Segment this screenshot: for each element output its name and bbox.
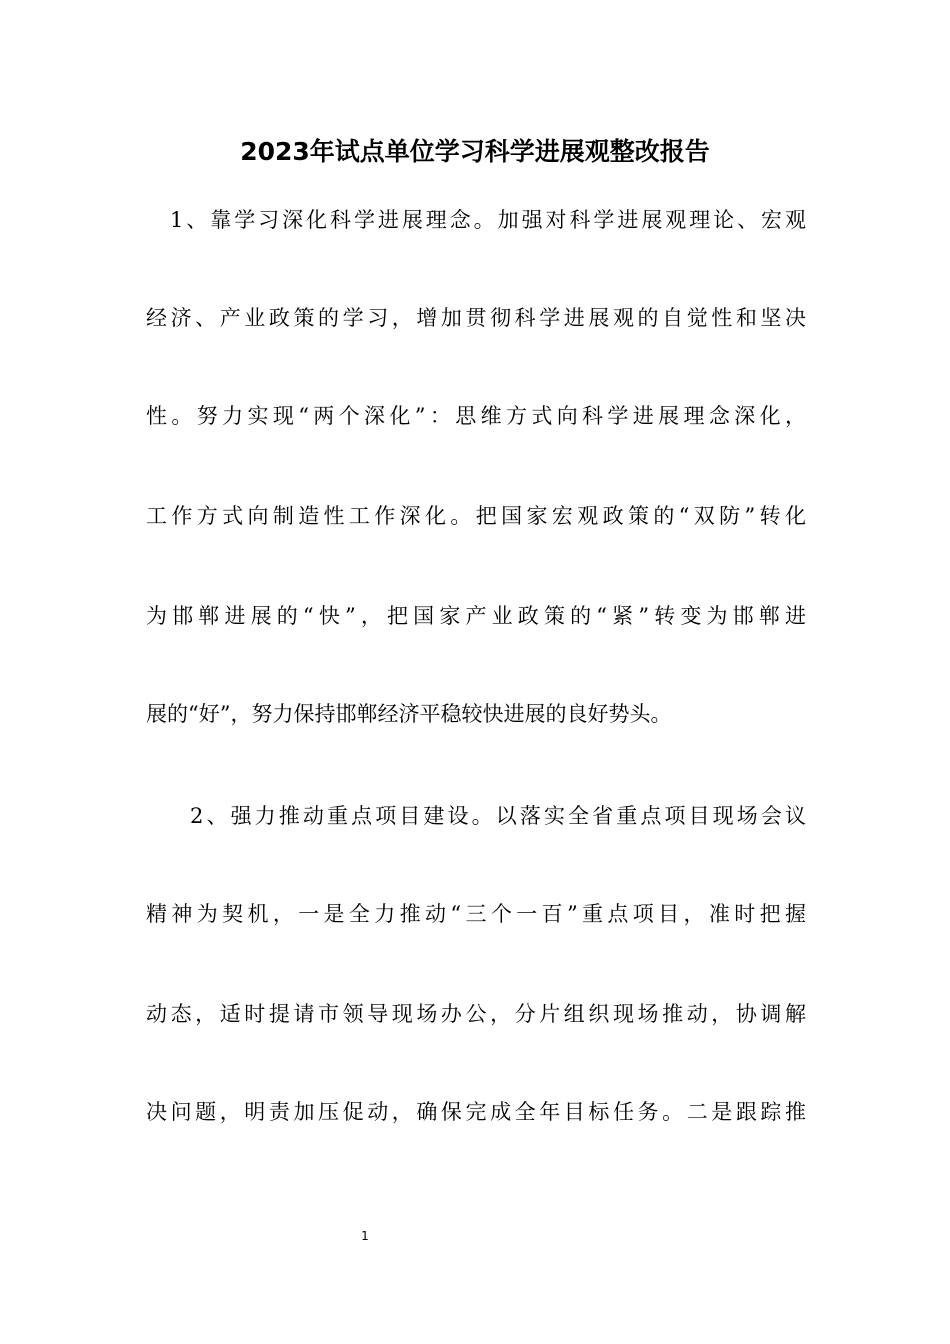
paragraph-line: 经济、产业政策的学习，增加贯彻科学进展观的自觉性和坚决	[146, 306, 806, 330]
page-number: 1	[361, 1229, 369, 1243]
paragraph-line: 决问题，明责加压促动，确保完成全年目标任务。二是跟踪推	[146, 1100, 806, 1124]
paragraph-line: 展的“好”，努力保持邯郸经济平稳较快进展的良好势头。	[146, 702, 672, 726]
paragraph-line: 动态，适时提请市领导现场办公，分片组织现场推动，协调解	[146, 1002, 806, 1026]
paragraph-line: 工作方式向制造性工作深化。把国家宏观政策的“双防”转化	[146, 504, 806, 528]
paragraph-line: 性。努力实现“两个深化”：思维方式向科学进展理念深化，	[146, 404, 806, 428]
paragraph-line: 精神为契机，一是全力推动“三个一百”重点项目，准时把握	[146, 902, 806, 926]
paragraph-line: 2、强力推动重点项目建设。以落实全省重点项目现场会议	[190, 804, 806, 828]
paragraph-line: 为邯郸进展的“快”，把国家产业政策的“紧”转变为邯郸进	[146, 604, 806, 628]
document-title: 2023年试点单位学习科学进展观整改报告	[240, 137, 710, 166]
paragraph-line: 1、靠学习深化科学进展理念。加强对科学进展观理论、宏观	[170, 208, 806, 232]
